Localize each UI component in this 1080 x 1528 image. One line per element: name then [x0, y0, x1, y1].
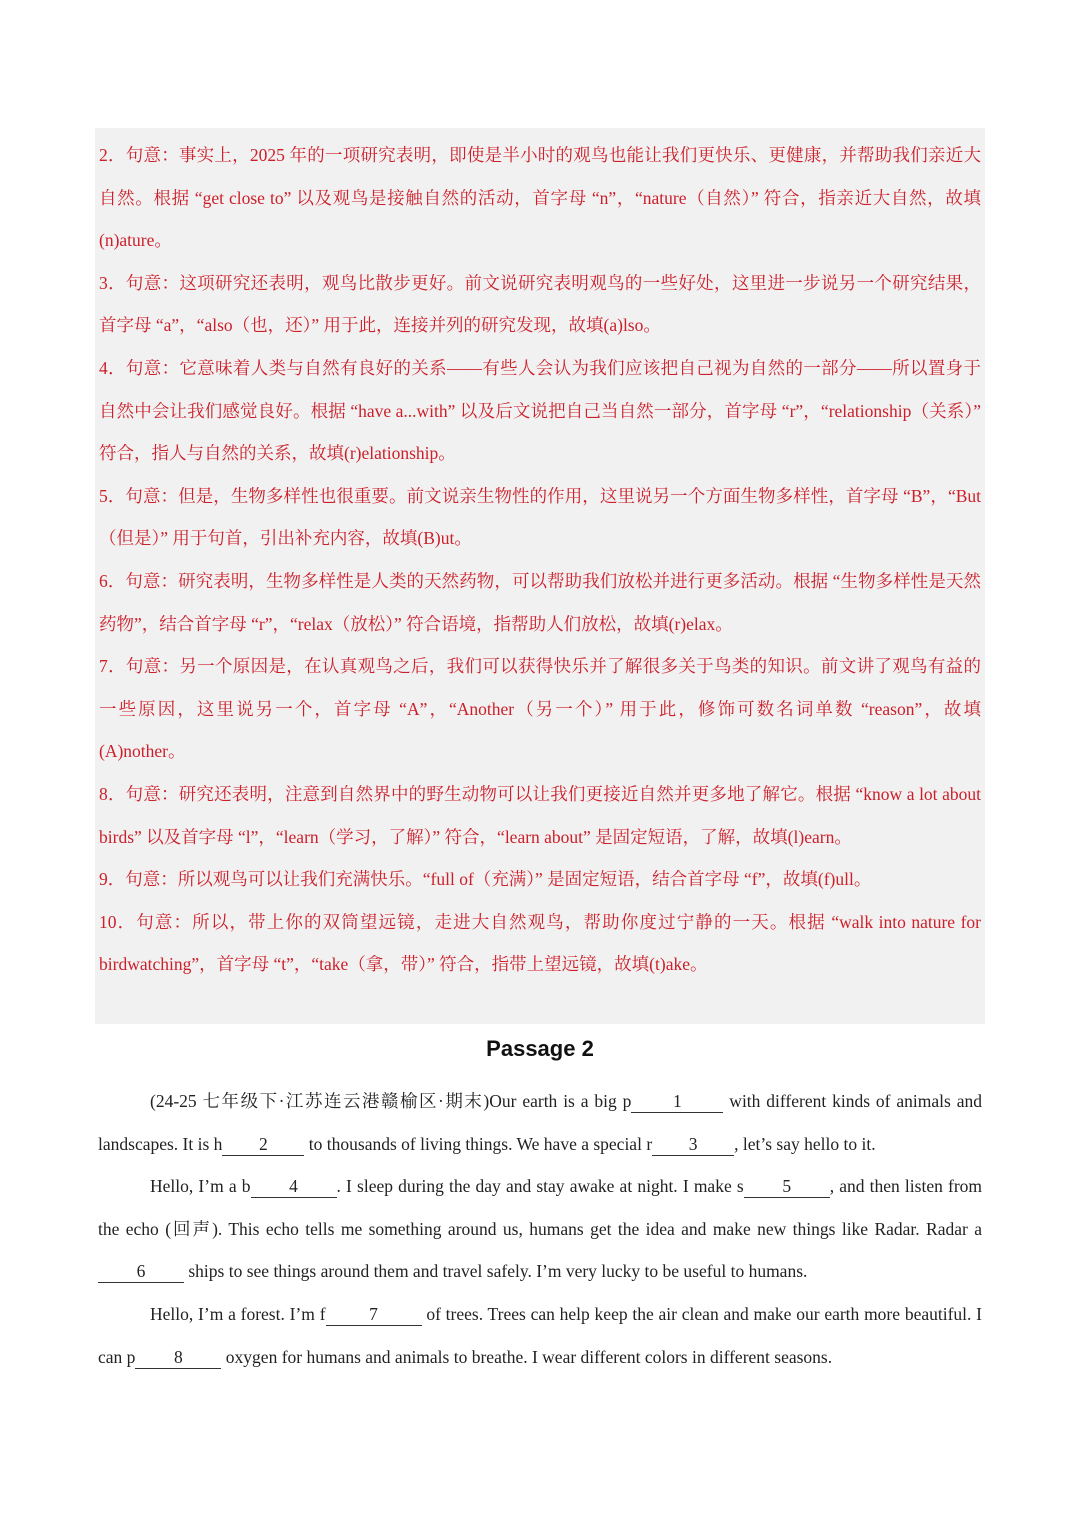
answer-7: 7．句意：另一个原因是，在认真观鸟之后，我们可以获得快乐并了解很多关于鸟类的知识。前文讲了观鸟有益的一些原因，这里说另一个，首字母 “A”，“Another（另一个）” 用于此，修饰可数名词单数 “reason”，故填(A)nother。: [99, 656, 981, 762]
answer-4: 4．句意：它意味着人类与自然有良好的关系——有些人会认为我们应该把自己视为自然的一部分——所以置身于自然中会让我们感觉良好。根据 “have a...with” 以及后文说把自己当自然一部分，首字母 “r”，“relationship（关系）” 符合，指人与自然的关系，故填(r)elationship。: [99, 357, 981, 464]
blank-5: 5: [744, 1175, 830, 1198]
blank-6: 6: [98, 1260, 184, 1283]
passage-text: . I sleep during the day and stay awake at night. I make s: [336, 1176, 744, 1197]
blank-2: 2: [222, 1133, 304, 1156]
passage-text: to thousands of living things. We have a special r: [304, 1133, 653, 1154]
passage-text: ships to see things around them and travel safely. I’m very lucky to be useful to humans.: [184, 1261, 808, 1282]
answer-5: 5．句意：但是，生物多样性也很重要。前文说亲生物性的作用，这里说另一个方面生物多样性，首字母 “B”，“But（但是）” 用于句首，引出补充内容，故填(B)ut。: [99, 485, 981, 549]
passage-text: of trees. Trees can help keep the air clean and make our earth more beautiful. I can p: [98, 1303, 982, 1367]
passage-text: , and then listen from the echo (回声). This echo tells me something around us, humans get the idea and make new things like Radar. Radar a: [98, 1176, 983, 1239]
blank-4: 4: [251, 1175, 337, 1198]
answer-8: 8．句意：研究还表明，注意到自然界中的野生动物可以让我们更接近自然并更多地了解它。根据 “know a lot about birds” 以及首字母 “l”，“learn（学习，了解）” 符合，“learn about” 是固定短语，了解，故填(l)earn。: [99, 783, 981, 847]
passage-text: Hello, I’m a forest. I’m f: [150, 1303, 326, 1324]
passage-text: (24-25 七年级下·江苏连云港赣榆区·期末)Our earth is a big p: [150, 1091, 632, 1111]
passage-paragraph-1: [98, 1080, 982, 1165]
passage-body: [98, 1080, 982, 1378]
blank-7: 7: [326, 1303, 422, 1326]
passage-text: Hello, I’m a b: [150, 1176, 251, 1197]
passage-paragraph-3: [98, 1293, 982, 1378]
answer-2: 2．句意：事实上，2025 年的一项研究表明，即使是半小时的观鸟也能让我们更快乐、更健康，并帮助我们亲近大自然。根据 “get close to” 以及观鸟是接触自然的活动，首字母 “n”，“nature（自然）” 符合，指亲近大自然，故填(n)ature。: [99, 145, 981, 251]
passage-text: with different kinds of animals and landscapes. It is h: [98, 1091, 982, 1154]
answer-9: 9．句意：所以观鸟可以让我们充满快乐。“full of（充满）” 是固定短语，结合首字母 “f”，故填(f)ull。: [99, 869, 872, 890]
blank-3: 3: [652, 1133, 734, 1156]
answer-explanations: [95, 128, 985, 1024]
passage-paragraph-2: [98, 1165, 982, 1293]
passage-title: Passage 2: [486, 1036, 594, 1061]
passage-text: oxygen for humans and animals to breathe. I wear different colors in different seasons.: [221, 1346, 833, 1367]
blank-8: 8: [135, 1346, 221, 1369]
answer-10: 10．句意：所以，带上你的双筒望远镜，走进大自然观鸟，帮助你度过宁静的一天。根据 “walk into nature for birdwatching”，首字母 “t”，“take（拿，带）” 符合，指带上望远镜，故填(t)ake。: [99, 911, 981, 975]
answer-6: 6．句意：研究表明，生物多样性是人类的天然药物，可以帮助我们放松并进行更多活动。根据 “生物多样性是天然药物”，结合首字母 “r”，“relax（放松）” 符合语境，指帮助人们放松，故填(r)elax。: [99, 570, 981, 634]
passage-text: , let’s say hello to it.: [734, 1133, 876, 1154]
blank-1: 1: [631, 1090, 723, 1113]
answer-3: 3．句意：这项研究还表明，观鸟比散步更好。前文说研究表明观鸟的一些好处，这里进一步说另一个研究结果，首字母 “a”，“also（也，还）” 用于此，连接并列的研究发现，故填(a)lso。: [99, 272, 981, 336]
